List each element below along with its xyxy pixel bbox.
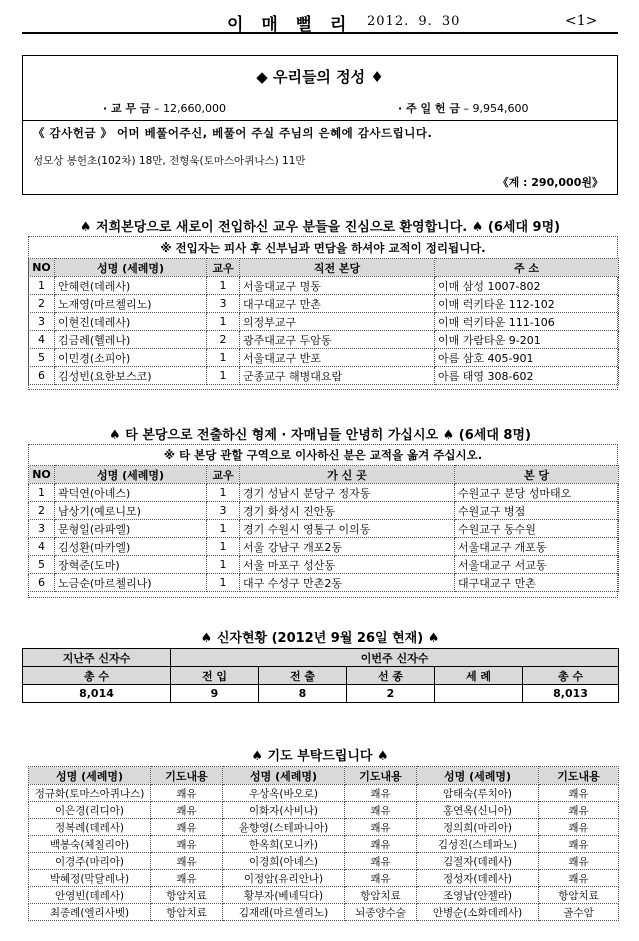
table-cell: 3 xyxy=(207,502,240,520)
table-cell: 안영빈(데레사) xyxy=(29,887,151,904)
out-label: 전 출 xyxy=(259,667,347,685)
baptism-label: 세 례 xyxy=(435,667,523,685)
table-cell: 경기 수원시 영통구 이의동 xyxy=(240,520,455,538)
prayer-header-row xyxy=(29,767,619,785)
table-cell: 김재래(마르셀리노) xyxy=(223,904,345,921)
prayer-table xyxy=(28,766,619,921)
table-row xyxy=(29,853,619,870)
table-cell: 아름 삼호 405-901 xyxy=(435,349,619,367)
table-cell: 1 xyxy=(207,484,240,502)
table-cell: 서울대교구 반포 xyxy=(240,349,435,367)
this-week-label: 이번주 신자수 xyxy=(171,649,619,667)
prayer-title: ♠ 기도 부탁드립니다 ♠ xyxy=(251,749,389,764)
table-cell: 김절자(데레사) xyxy=(417,853,539,870)
table-cell: 쾌유 xyxy=(345,870,417,887)
table-cell: 광주대교구 두암동 xyxy=(240,331,435,349)
last-week-label: 지난주 신자수 xyxy=(23,649,171,667)
stats-table-wrap xyxy=(22,648,618,703)
table-cell: 이매 럭키타운 112-102 xyxy=(435,295,619,313)
table-cell: 군종교구 해병대요람 xyxy=(240,367,435,385)
table-row xyxy=(29,574,619,592)
table-row xyxy=(29,904,619,921)
table-cell: 대구대교구 만촌 xyxy=(240,295,435,313)
table-row xyxy=(29,802,619,819)
table-row xyxy=(29,538,619,556)
table-cell: 쾌유 xyxy=(151,802,223,819)
table-cell: 문형일(라파엘) xyxy=(55,520,207,538)
table-cell: 1 xyxy=(207,574,240,592)
table-cell: 1 xyxy=(207,367,240,385)
column-header: 기도내용 xyxy=(151,767,223,785)
table-row xyxy=(29,502,619,520)
table-cell: 5 xyxy=(29,349,55,367)
table-row xyxy=(29,870,619,887)
table-cell: 장혁준(도마) xyxy=(55,556,207,574)
newcomers-table xyxy=(28,258,619,385)
table-cell: 쾌유 xyxy=(539,785,619,802)
table-cell: 조영남(안젤라) xyxy=(417,887,539,904)
this-total-label: 총 수 xyxy=(523,667,619,685)
baptism-value xyxy=(435,685,523,703)
table-cell: 쾌유 xyxy=(345,819,417,836)
column-header: 성명 (세례명) xyxy=(55,466,207,484)
table-cell: 이민경(소피아) xyxy=(55,349,207,367)
table-cell: 서울대교구 개포동 xyxy=(455,538,619,556)
table-cell: 김성빈(요한보스코) xyxy=(55,367,207,385)
table-cell: 노금순(마르첼리나) xyxy=(55,574,207,592)
table-cell: 백봉숙(체칠리아) xyxy=(29,836,151,853)
last-total-value: 8,014 xyxy=(23,685,171,703)
table-row xyxy=(29,785,619,802)
table-cell: 이매 가람타운 9-201 xyxy=(435,331,619,349)
newcomers-header-row xyxy=(29,259,619,277)
departures-table xyxy=(28,465,619,592)
sunday-offering-line xyxy=(398,100,529,116)
table-cell: 서울 강남구 개포2동 xyxy=(240,538,455,556)
table-cell: 6 xyxy=(29,367,55,385)
table-cell: 최종례(엘리사벳) xyxy=(29,904,151,921)
table-row xyxy=(29,367,619,385)
table-cell: 쾌유 xyxy=(151,836,223,853)
table-cell: 2 xyxy=(207,331,240,349)
table-cell: 홍연옥(신니아) xyxy=(417,802,539,819)
column-header: 직전 본당 xyxy=(240,259,435,277)
table-cell: 정의희(마리아) xyxy=(417,819,539,836)
column-header: 주 소 xyxy=(435,259,619,277)
stats-table xyxy=(22,648,619,703)
table-cell: 우상옥(바오로) xyxy=(223,785,345,802)
table-cell: 쾌유 xyxy=(345,853,417,870)
table-cell: 이정암(유리안나) xyxy=(223,870,345,887)
table-row xyxy=(29,819,619,836)
table-cell: 2 xyxy=(29,295,55,313)
page-header xyxy=(22,8,618,34)
table-cell: 골수암 xyxy=(539,904,619,921)
departures-note: ※ 타 본당 관할 구역으로 이사하신 분은 교적을 옮겨 주십시오. xyxy=(163,448,483,462)
table-row xyxy=(29,556,619,574)
column-header: 기도내용 xyxy=(539,767,619,785)
table-cell: 남상기(예로니모) xyxy=(55,502,207,520)
table-cell: 김성진(스테파노) xyxy=(417,836,539,853)
last-total-label: 총 수 xyxy=(23,667,171,685)
out-value: 8 xyxy=(259,685,347,703)
table-cell: 쾌유 xyxy=(345,785,417,802)
column-header: NO xyxy=(29,259,55,277)
table-cell: 의정부교구 xyxy=(240,313,435,331)
table-cell: 1 xyxy=(207,520,240,538)
table-cell: 항암치료 xyxy=(539,887,619,904)
table-cell: 암태숙(루치아) xyxy=(417,785,539,802)
table-cell: 수원교구 동수원 xyxy=(455,520,619,538)
thanks-offering-text: 《 감사헌금 》 어머 베풀어주신, 베풀어 주실 주님의 은혜에 감사드립니다. xyxy=(33,126,433,140)
table-row xyxy=(29,277,619,295)
table-cell: 경기 성남시 분당구 정자동 xyxy=(240,484,455,502)
convert-value: 2 xyxy=(347,685,435,703)
newsletter-title: 이 매 뻘 리 xyxy=(227,15,353,35)
column-header: 가 신 곳 xyxy=(240,466,455,484)
school-fee-amount: – 12,660,000 xyxy=(154,102,227,115)
table-cell: 안혜련(데레사) xyxy=(55,277,207,295)
table-cell: 아름 태영 308-602 xyxy=(435,367,619,385)
table-cell: 1 xyxy=(207,313,240,331)
column-header: 성명 (세례명) xyxy=(223,767,345,785)
table-cell: 황부자(베네딕다) xyxy=(223,887,345,904)
column-header: 교우 xyxy=(207,259,240,277)
table-row xyxy=(29,520,619,538)
table-cell: 쾌유 xyxy=(151,870,223,887)
table-cell: 박혜정(막달레나) xyxy=(29,870,151,887)
table-cell: 이매 럭키타운 111-106 xyxy=(435,313,619,331)
departures-header-row xyxy=(29,466,619,484)
table-cell: 한옥희(모니카) xyxy=(223,836,345,853)
table-row xyxy=(29,484,619,502)
thanks-total: 《계 : 290,000원》 xyxy=(497,176,603,189)
column-header: 교우 xyxy=(207,466,240,484)
in-value: 9 xyxy=(171,685,259,703)
table-cell: 정규화(토마스아퀴나스) xyxy=(29,785,151,802)
newcomers-note: ※ 전입자는 피사 후 신부님과 면담을 하셔야 교적이 정리됩니다. xyxy=(160,241,486,255)
table-cell: 곽덕연(아녜스) xyxy=(55,484,207,502)
table-cell: 안병순(소화데레사) xyxy=(417,904,539,921)
offering-box xyxy=(22,55,618,195)
table-cell: 1 xyxy=(207,277,240,295)
column-header: NO xyxy=(29,466,55,484)
table-cell: 항암치료 xyxy=(151,904,223,921)
column-header: 성명 (세례명) xyxy=(29,767,151,785)
school-fee-label: · 교 무 금 xyxy=(103,102,151,115)
sunday-offering-amount: – 9,954,600 xyxy=(463,102,529,115)
table-cell: 4 xyxy=(29,538,55,556)
table-cell: 이은경(리디아) xyxy=(29,802,151,819)
sunday-offering-label: · 주 일 헌 금 xyxy=(398,102,461,115)
table-cell: 쾌유 xyxy=(539,819,619,836)
table-row xyxy=(29,887,619,904)
table-cell: 3 xyxy=(29,520,55,538)
table-cell: 항암치료 xyxy=(151,887,223,904)
issue-date: 2012. 9. 30 xyxy=(367,14,461,29)
table-row xyxy=(29,313,619,331)
table-cell: 서울대교구 서교동 xyxy=(455,556,619,574)
table-cell: 대구대교구 만촌 xyxy=(455,574,619,592)
table-cell: 수원교구 분당 성마태오 xyxy=(455,484,619,502)
table-cell: 쾌유 xyxy=(539,836,619,853)
table-cell: 서울대교구 명동 xyxy=(240,277,435,295)
table-cell: 1 xyxy=(207,349,240,367)
newcomers-title: ♠ 저희본당으로 새로이 전입하신 교우 분들을 진심으로 환영합니다. ♠ (6세대 9명) xyxy=(79,220,561,235)
column-header: 본 당 xyxy=(455,466,619,484)
column-header: 성명 (세례명) xyxy=(55,259,207,277)
table-cell: 서울 마포구 성산동 xyxy=(240,556,455,574)
table-cell: 이현진(데레사) xyxy=(55,313,207,331)
table-cell: 1 xyxy=(29,484,55,502)
table-cell: 이매 삼성 1007-802 xyxy=(435,277,619,295)
table-cell: 1 xyxy=(207,538,240,556)
this-total-value: 8,013 xyxy=(523,685,619,703)
column-header: 기도내용 xyxy=(345,767,417,785)
table-cell: 대구 수성구 만촌2동 xyxy=(240,574,455,592)
table-cell: 쾌유 xyxy=(151,819,223,836)
table-cell: 쾌유 xyxy=(539,802,619,819)
table-cell: 쾌유 xyxy=(539,870,619,887)
table-cell: 6 xyxy=(29,574,55,592)
table-cell: 쾌유 xyxy=(151,785,223,802)
table-cell: 1 xyxy=(207,556,240,574)
table-cell: 쾌유 xyxy=(539,853,619,870)
departures-title: ♠ 타 본당으로 전출하신 형제 · 자매님들 안녕히 가십시오 ♠ (6세대 8명) xyxy=(109,428,531,443)
table-cell: 항암치료 xyxy=(345,887,417,904)
in-label: 전 입 xyxy=(171,667,259,685)
table-cell: 쾌유 xyxy=(151,853,223,870)
column-header: 성명 (세례명) xyxy=(417,767,539,785)
table-cell: 뇌종양수술 xyxy=(345,904,417,921)
page-number: <1> xyxy=(565,13,598,29)
table-cell: 정성자(데레사) xyxy=(417,870,539,887)
table-cell: 1 xyxy=(29,277,55,295)
table-row xyxy=(29,295,619,313)
table-cell: 정복례(데레사) xyxy=(29,819,151,836)
table-cell: 쾌유 xyxy=(345,802,417,819)
table-row xyxy=(29,331,619,349)
offering-title: ◆ 우리들의 정성 ♦ xyxy=(256,68,384,86)
table-cell: 수원교구 병점 xyxy=(455,502,619,520)
stats-title: ♠ 신자현황 (2012년 9월 26일 현재) ♠ xyxy=(200,631,440,646)
school-fee-line xyxy=(103,100,226,116)
offering-divider xyxy=(23,120,617,121)
table-cell: 쾌유 xyxy=(345,836,417,853)
table-cell: 2 xyxy=(29,502,55,520)
thanks-donors: 성모상 봉헌초(102차) 18만, 전형욱(토마스아퀴나스) 11만 xyxy=(33,155,306,167)
table-cell: 노재영(마르첼리노) xyxy=(55,295,207,313)
table-cell: 김금례(헬레나) xyxy=(55,331,207,349)
table-cell: 이경희(아녜스) xyxy=(223,853,345,870)
table-cell: 이경주(마리아) xyxy=(29,853,151,870)
table-cell: 5 xyxy=(29,556,55,574)
convert-label: 선 종 xyxy=(347,667,435,685)
table-row xyxy=(29,349,619,367)
table-cell: 김성환(마카엘) xyxy=(55,538,207,556)
table-cell: 3 xyxy=(29,313,55,331)
table-row xyxy=(29,836,619,853)
table-cell: 4 xyxy=(29,331,55,349)
table-cell: 3 xyxy=(207,295,240,313)
table-cell: 이화자(사비나) xyxy=(223,802,345,819)
table-cell: 경기 화성시 진안동 xyxy=(240,502,455,520)
table-cell: 윤향영(스테파니아) xyxy=(223,819,345,836)
